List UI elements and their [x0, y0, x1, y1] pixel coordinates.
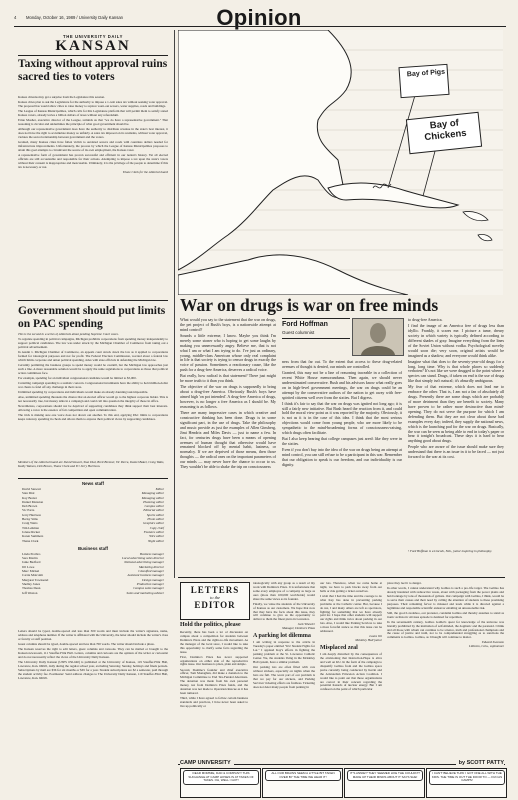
staff-role: Sports editor: [146, 512, 164, 517]
author-footnote: • Ford Hoffman is a Lincoln, Neb., junior majoring in philosophy.: [408, 549, 493, 553]
letter2-signature: Laura Ott Mckinley Hall junior: [355, 634, 382, 643]
editorial1-paragraph: Ernie Mosher, executive director of the League, reminds us that "we do have a representative government." That reasoning is circular and undermines the principle of what good government should be.: [18, 118, 168, 126]
author-title: Guest columnist: [282, 330, 315, 335]
main-article-col1: [180, 318, 276, 573]
staff-role: Copy chief: [149, 525, 164, 530]
main-paragraph: Imagine what that does to the seventy-year-old drugs for a long, long time. Why is that whole places so suddenly verboten? It's not like we were drugged to the point where a species can stand. Drugs, if taken on end is the use of drugs like that simply isn't natural; it's absurdly ambiguous.: [408, 358, 504, 384]
editorial1-paragraph: The League of Kansas Municipalities, which calls for this Legislature platform that will permit them to satisfy stated Kansas voters, already levies a billion dollars of taxes without any referendum.: [18, 109, 168, 117]
comic-panel-3-text: IT'S ANNIE!? THEY SEEMED LIKE THE COULDN'T MAKE UP THEIR MINDS ABOUT IT SAYS SHE!: [347, 770, 423, 781]
editorial-divider: [18, 300, 168, 301]
staff-name: Jerry Harrison: [22, 512, 41, 517]
staff-role: Night editor: [147, 538, 164, 543]
letter3-signature: Edward Swanson Littleton, Colo., sophomore: [468, 640, 504, 649]
letter-paragraph: Our parking lots are often filled with cars without stickers, especially on nights when the bars are full. The worst part of our problem is that we pay for our stickers, and Parking Services' ticketing efforts are fruitless. Ticketing does not deter many people from parking in: [253, 665, 315, 689]
staff-role: Managing editor: [141, 495, 164, 500]
comic-panel-1-text: DEAR MOMMIE, DAD & COMPANY! THIS SUCHANGE AT CAMP HOSES IS AT TAKES OF TAKES. OH, WELL I GOT!: [183, 770, 259, 785]
letters-title-bot: EDITOR: [194, 600, 236, 610]
editorial2-body: [18, 333, 168, 458]
letter-paragraph: I am writing in response to the article in Tuesday's paper entitled "KU Student Fights for Lot." I applaud Kay's efforts in fighting the parking problem at the St. Lawrence Catholic Center. We, the students living in the Mckinley Hall system, have a similar problem.: [253, 640, 315, 664]
staff-role: Editorial editor: [143, 508, 164, 513]
main-paragraph: Sounds a little extreme, I know. Maybe you think I'm merely some stoner who is hoping to get some laughs by making you unnecessarily angry. Believe me, that is not what I am or what I am trying to do. I've just as ordinary, young, middle-class American whose only real complaint in life is that society is trying to censor drugs in exactly the voice of passion. Sometimes a reactionary cause, like the push for a drug-free America, deserves a radical voice.: [180, 332, 276, 373]
header-rule: [14, 26, 506, 27]
main-paragraph: to drug-free America.: [408, 318, 443, 322]
letter-paragraph: Third, while I have agreed to follow certain business standards and practices, I have never been asked to live up politically or: [180, 696, 248, 708]
main-paragraph: The objective of the war on drugs is supposedly to bring about a drug-free America. Obviously Bush's boys have aimed high 'on pot intended'. A drug-free America of drugs, however, is no longer a free America as I should be. My reasoning is as follows.: [180, 384, 276, 409]
main-paragraph: I think it's fair to say that the war on drugs was ignited not long ago; it is still a fairly new initiative. But Bush heard the reaction from it, and could hold the moral view point as it was reported by the majority. Obviously, it is not as it is in the case of this idea. I think that the most serious objections would come from young people, who are more likely to be sympathetic to the mind-broadening forms of consciousness-raising, which drugs often facilitate.: [282, 400, 402, 436]
author-box: [282, 318, 350, 356]
staff-name: Jill Lowe: [22, 564, 35, 569]
letter-paragraph: Recently, there has been a lot of discussion on campus about a competition for students between Domino's Pizza and the rights-to-life movement. As the manager of the local store, I would like to take this opportunity to clarify some facts regarding the issue.: [180, 631, 248, 654]
letter-paragraph: I am deeply disturbed by the consequences of the envisioning that Instruction-Hope is alive and well on KU. In the form of the campaign to disqualify Galileo from and the Galileo space probe currently being conducted by Kevin and the Aristotelian Princeton Action Coalition. I would like to point out that those organizations are correct in their concern regarding the potential hazards of nuclear energy. But I am confused on the point of which particular: [320, 652, 382, 692]
staff-name: Craig Watts: [22, 521, 38, 526]
staff-name: Thomas Dean: [22, 586, 41, 591]
comic-title: CAMP UNIVERSITY: [180, 760, 234, 766]
main-paragraph: But I also keep hearing that college campuses just aren't like they were in the sixties.: [282, 436, 402, 447]
letters-col2: [253, 582, 315, 762]
letter-paragraph: In other words, I cannot understand why Galileo is such a pro-life target. The Galileo has already insulated with radioactive waste, about with packaging from the power plants and hold tonnage by tons of thousands of gallons. Our campaign with Galileo, I think, would be to serve their causes and their need by calling the attention of students to these promising purposes. Their remaining fervor is misused and leads while it is directed against a legitimate and responsible scientific endeavor entailing an unreasonable risk.: [387, 586, 504, 610]
staff-role: Graphics editor: [143, 521, 164, 526]
news-staff-list: [22, 487, 164, 543]
letters-col3: [320, 582, 382, 762]
staff-rule: [18, 478, 168, 479]
main-paragraph: There are many impressive cases in which creative and constructive thinking has been done. Drugs is in some significant part, in the use of drugs. Take the philosophy and music provide as just the examples of Allen Ginsberg, Jimi Hendrix and Miles Davis — just to name a few. In fact, for centuries drugs have been a means of opening avenues of human thought that otherwise would have remained blocked off by mental habit, laziness, or normalcy. If we are deprived of those means, then those thoughts — the radical ones on the important parameters of our minds — may never have the chance to occur to us. They wouldn't be able to shake the trip on consciousness: [180, 410, 276, 470]
staff-role: Design manager: [142, 577, 164, 582]
editorial2-paragraph: For example, spending for an individual congressional candidate would be limited to $5,000.: [18, 375, 137, 380]
column-divider: [174, 30, 175, 578]
staff-role: Campus editor: [144, 504, 164, 509]
staff-name: Becky Sims: [22, 517, 38, 522]
staff-name: Stan Dial: [22, 491, 35, 496]
comic-panel-4-text: I CAN'T BELIEVE THIS! I GOT ONE ALL WITH THE KIDS. THE TIME IS OUT THE DOOR TO — FUN AS CAMPS!: [429, 770, 505, 785]
staff-role: Features editor: [143, 529, 164, 534]
main-article-col2: [282, 360, 402, 573]
editorial1-paragraph: Kansas cities plan to ask the Legislature for the authority to impose a 1-cent sales tax without seeking voter approval. The proposal has would allow cities to raise money to replace worn-out sewers, water supplies, roads and buildings.: [18, 100, 168, 108]
policy-text: [18, 630, 168, 776]
staff-role: Assistant business manager: [127, 573, 164, 578]
policy-paragraph: The University Daily Kansan (USPS 650-640) is published at the University of Kansas, 119 Stauffer-Flint Hall, Lawrence, Kan. 66045, daily during the regular school year, excluding Saturday, Sunday, holidays and finals periods. Subscriptions by mail are $36 for six months or $65 for a year. Student subscriptions are $2 a semester, paid through the student activity fee. Postmaster: Send address changes to The University Daily Kansan, 119 Stauffer-Flint Hall, Lawrence, Kan. 66045.: [18, 659, 168, 680]
policy-paragraph: The Kansan reserves the right to edit letters, guest columns and cartoons. They can be mailed or brought to the Kansan newsroom, 111 Stauffer-Flint Hall. Letters, columns and cartoons are the opinion of the writer or cartoonist and do not necessarily reflect the views of the University Daily Kansan.: [18, 647, 168, 659]
letter-paragraph: First, Domino's Pizza has never supported organizations on either side of the reproductive rights issue. Our business is pizza, plain and simple.: [180, 654, 248, 667]
editorial2-paragraph: To regulate spending in political campaigns, Michigan prohibits corporations from spending money independently to support political candidates. The law was under attack by the Michigan Chamber of Commerce from taking out a political advertisement.: [18, 337, 168, 349]
letters-title-top: LETTERS: [190, 585, 240, 595]
editorial2-paragraph: Certainly permitting the business groups to spend money would be overkill, but the Michigan law approaches just such a line. A more reasonable solution would be to apply the same regulations to corporations as those that political action committees face.: [18, 362, 168, 375]
staff-name: Linda Prothro: [22, 551, 41, 556]
staff-role: Sales and marketing adviser: [126, 590, 164, 595]
policy-paragraph: Letters should be typed, double-spaced and less than 300 words and must include the writer's signature, name, address and telephone number. If the writer is affiliated with the University, the letter should include the writer's class or faculty or staff position.: [18, 630, 168, 641]
main-paragraph: But really, how radical is that statement? There just might be more truth to it than you think.: [180, 373, 276, 384]
comic-panel-3: [344, 768, 425, 798]
staff-name: Carrie Malcolm: [22, 573, 43, 578]
business-staff-list: [22, 552, 164, 595]
staff-name: Tim Lehman: [22, 525, 40, 530]
main-article-col3: [408, 318, 504, 546]
staff-row: [22, 591, 164, 595]
author-photo: [352, 318, 404, 356]
page-number: 4: [14, 15, 17, 20]
news-staff-heading: News staff: [82, 481, 104, 486]
comic-panel-2-text: ALL OUR BRAINS SEEM A LITTLE BIT TAKEN OVER BY THE TIME WE HEAR IT!: [265, 770, 341, 781]
editorial2-paragraph: The trick is making sure one voice does not drown out another. To this end, applying PAC limits to corporations keeps runaway spending in check and allows them to express their political views by supporting candidates.: [18, 413, 168, 421]
editorial1-paragraph: Kansas citizens may get a surprise from the Legislature this session.: [18, 96, 105, 99]
staff-role: Planning editor: [143, 499, 164, 504]
comic-panel-4: [426, 768, 507, 798]
editorial2-paragraph: In Austin v. Michigan Chamber of Commerce, an appeals court struck down the law as it applied to corporations formed for ideological purposes and not for profit. The Federal Election Commission, worried about a federal law which limits corporate and union political spending, sides with state officials in defending the Michigan law.: [18, 350, 168, 362]
main-headline: War on drugs is war on free minds: [180, 295, 439, 315]
staff-name: Margaret Townsend: [22, 577, 49, 582]
editorial1-byline: Thane Clark for the editorial board: [122, 169, 168, 174]
editorial1-paragraph: Although our representative government does have the authority to distribute revenue in the state's best interest, it does not have the right to accumulate money so unfairly. A sales tax imposed on its residents, without voter approval, violates the sacred relationship between government and the voters.: [18, 127, 168, 139]
letter-paragraph: Second, Domino's founder and chief executive officer, Tom Monaghan, did make a donation to the Michigan Committee to End Tax-Funded Abortions. The donation was made from his own personal money, not from Domino's Pizza funds, and the donation was not made to Operation Rescue as it has been rumored.: [180, 667, 248, 695]
main-paragraph: Even if you don't buy into the idea of the war on drugs being an attempt at mind control, you can still refuse to be a participant in this war. Remember that our obligation to speak is our freedom, and our individuality is our dignity.: [282, 447, 402, 467]
staff-name: Marc Mickel: [22, 569, 40, 574]
author-photo-image: [353, 319, 403, 355]
staff-role: Production manager: [136, 581, 164, 586]
staff-role: Business manager: [139, 551, 164, 556]
main-paragraph: My fear of that extreme, which does not lead me to embrace the other. That is, I am not a fan of absolutely all drugs. Presently there are some drugs which are probably of more detriment than they are benefit to society. Many have proven to be rather more destructive than mind-opening. They do not serve the purpose for which I am defending them. But they are not clear about those bad examples every day; indeed, they supply the national news, which is the launching pad for the war on drugs. Basically, the war can be seen as being able to end in today's paper or hear it tonight's broadcast. These days it is hard to hear anything good about drugs.: [408, 384, 504, 444]
letters-col4: [387, 582, 504, 762]
staff-name: David Stewart: [22, 487, 41, 491]
editorial1-paragraph: Granted, many Kansas cities have fallen victim to outdated sewers and roads with countless dollars needed for infrastructure improvements. Unfortunately, the process by which the League of Kansas Municipalities proposes to attain this goal attempts to circumvent the source of its own employment, the Kansas voter.: [18, 140, 168, 152]
masthead: [18, 34, 168, 56]
editorial2-paragraph: Also, unlimited spending threatens the chance that an elected officer would go to the highest corporate bidder. This is not necessarily true, but money talks in a campaign and could call into question the integrity of those in office.: [18, 395, 168, 403]
main-paragraph: ness from that far out. To the extent that access to these drug-related avenues of thought is denied, our minds are controlled.: [282, 360, 402, 369]
main-paragraph: I find the image of an America free of drugs less than idyllic. Frankly, it scares me. I picture a tame, dreary society in which variety is typically defined according to different shades of gray. Imagine everything from the lines of the Soviet Union without vodka. Psychological novelty would soon die; very soon, original artists would be imagined as a shadow; and everyone would think alike.: [408, 323, 504, 358]
editorial-cartoon: [178, 30, 503, 295]
letter3-heading: Misplaced zeal: [320, 644, 358, 651]
main-paragraph: Granted, this may not be a line of reasoning traceable in a collection of recent White House memorandums. Then again, we should never underestimated conservative. Bush and his advisors know what really goes on in high-level government meetings, the war on drugs could be an attempt by the conservative authors of the nation to get away with free-spirited citizens well over from the sixties. But I digress.: [282, 370, 402, 400]
staff-role: Local advertising sales director: [122, 556, 164, 561]
letter-paragraph: ideologically with any group as a result of my work with Domino's Pizza. It is unfortunate that some every employee of a company as large as ours (more than 100,000 worldwide) would share the same views as its founder.: [253, 582, 315, 601]
letter-paragraph: In the seventeenth century, Galileo Galilei's quest for knowledge of the universe was brutally prohibited by the institution of self-minded, the dogmatic and the paranoid. I think and all those with whom can continue to be science, truth and professional champions and the cause of justice and truth, not to be comprehended struggling as to sanctions the comments to Galileo. Galileo, as I thought will continue to matter.: [387, 619, 504, 640]
staff-role: Classified manager: [138, 569, 164, 574]
staff-name: Jeff Weston: [22, 590, 38, 595]
editorial2-paragraph: Nevertheless, corporations should not be deprived of supporting candidates they think support their best interests. Allowing a voice is the essence of fair competition and open communication.: [18, 404, 168, 412]
letters-logo: [180, 582, 250, 620]
news-staff-box: [22, 481, 164, 595]
editorial2-headline: Government should put limits on PAC spending: [18, 305, 166, 330]
comic-panel-2: [262, 768, 343, 798]
staff-name: Sara Martin: [22, 556, 38, 561]
letter2-heading: A parking lot dilemma: [253, 633, 311, 640]
staff-role: Photo editor: [147, 517, 164, 522]
staff-name: Janie Bedford: [22, 560, 41, 565]
staff-name: Daniel Mansion: [22, 499, 44, 504]
editorial-board-footer: Members of the editorial board are David Stewart, Stan Dial, Brett Brenner, Vic Parra, Daniel Baker, Craig Watts, Kathy Watson, Deb Brown, Thane Clark and Tri Jerry Harrison.: [18, 460, 165, 468]
cartoon-map: [178, 30, 503, 295]
masthead-name: KANSAN: [55, 38, 131, 54]
staff-name: Karen Summers: [22, 534, 44, 539]
staff-role: National advertising manager: [124, 560, 164, 565]
policy-paragraph: Guest columns should be typed, double-spaced and less than 700 words. The writer should include a photo.: [18, 641, 155, 646]
staff-role: Campus sales manager: [133, 586, 164, 591]
editorial2-intro: This is the second in a series of editorials about pending Supreme Court cases.: [18, 333, 119, 336]
bay-of-chickens-text: Bay of Chickens: [423, 117, 468, 143]
editorial1-headline: Taxing without approval ruins sacred ties to voters: [18, 58, 168, 83]
letter1-signature: Jack Wheeler Manager, Domino's Pizza: [282, 622, 315, 631]
author-name: Ford Hoffman: [282, 321, 328, 328]
letter-paragraph: place they feel it to danger.: [387, 582, 422, 585]
staff-name: Thane Clark: [22, 538, 39, 543]
main-paragraph: People who are aware of the issue should make sure they understand that there is an issue in it to be faced — not just forward to the war at its cost.: [408, 444, 504, 460]
staff-role: Marketing director: [138, 564, 164, 569]
letter-paragraph: I wish that I had the time and the courage to do what Kay has done in preventing parking problems at the Catholic center. But, because I do not, I and many others are left as spectators, fighting for something that we have already paid for. I hope that other students will support our rights and think twice about parking in our lots. Also, I would like Parking Services to take a more forceful stance so that this issue can be addressed.: [320, 593, 382, 634]
letters-rule: [178, 577, 505, 578]
staff-row: [22, 539, 164, 543]
editorial2-paragraph: Curtailing campaign spending is a realistic concern. Congressional incumbents have the ability to hold million-dollar war chests to fend off any challenge in their races.: [18, 380, 168, 389]
letter1-heading: Hold the politics, please: [180, 622, 241, 628]
staff-name: Jolene Ricker: [22, 529, 41, 534]
staff-role: Managing editor: [141, 491, 164, 496]
main-paragraph: What would you say to the statement that the war on drugs, the pet project of Bush's boys, is a nationwide attempt at mind control?: [180, 318, 276, 332]
letter-paragraph: Still, the good Lawdaboo, our protester, condemn Galileo and thereby assumes to stand as ironic as historic obvious episode is destined for repetition.: [387, 610, 504, 619]
comic-byline: by SCOTT PATTY: [456, 760, 504, 766]
staff-name: Deb Brown: [22, 504, 38, 509]
editorial1-paragraph: A representative form of government has proven successful and efficient in our nation's history. Yet all elected officials are still accountable and responsible for their actions. Attempting to impose a tax upon the state's voters without their consent is inappropriate and inexcusable. Ultimately, it is the privilege of the people to determine if this tax is necessary or not.: [18, 152, 168, 169]
letters-title-mid: to the: [209, 595, 221, 600]
letter-paragraph: our lots. Therefore, when we come home at night, we have to park blocks away from our halls or risk getting a ticket ourselves.: [320, 582, 382, 593]
dateline: Monday, October 16, 1989 / University Daily Kansan: [26, 15, 123, 20]
section-title: Opinion: [216, 5, 302, 30]
editorial1-body: [18, 96, 168, 296]
staff-role: Editor: [155, 487, 164, 491]
comic-panel-1: [180, 768, 261, 798]
letters-col1: [180, 631, 248, 762]
letter-paragraph: Finally, we value the students of the University of Kansas as our customers. We hope that now that they have the facts about this issue, they will continue to give us the opportunity to deliver to them the finest pizza in Lawrence.: [253, 601, 315, 622]
masthead-small: THE UNIVERSITY DAILY: [63, 34, 123, 39]
staff-name: Shelley Jones: [22, 581, 41, 586]
staff-name: Kay Bosler: [22, 495, 37, 500]
business-staff-heading: Business staff: [77, 545, 108, 551]
bay-of-pigs-text: Bay of Pigs: [406, 68, 446, 79]
staff-role: Wire editor: [149, 534, 164, 539]
staff-name: Vic Parra: [22, 508, 35, 513]
editorial2-paragraph: Unlimited spending by corporations and individuals would make an already daunting task impossible.: [18, 389, 149, 394]
